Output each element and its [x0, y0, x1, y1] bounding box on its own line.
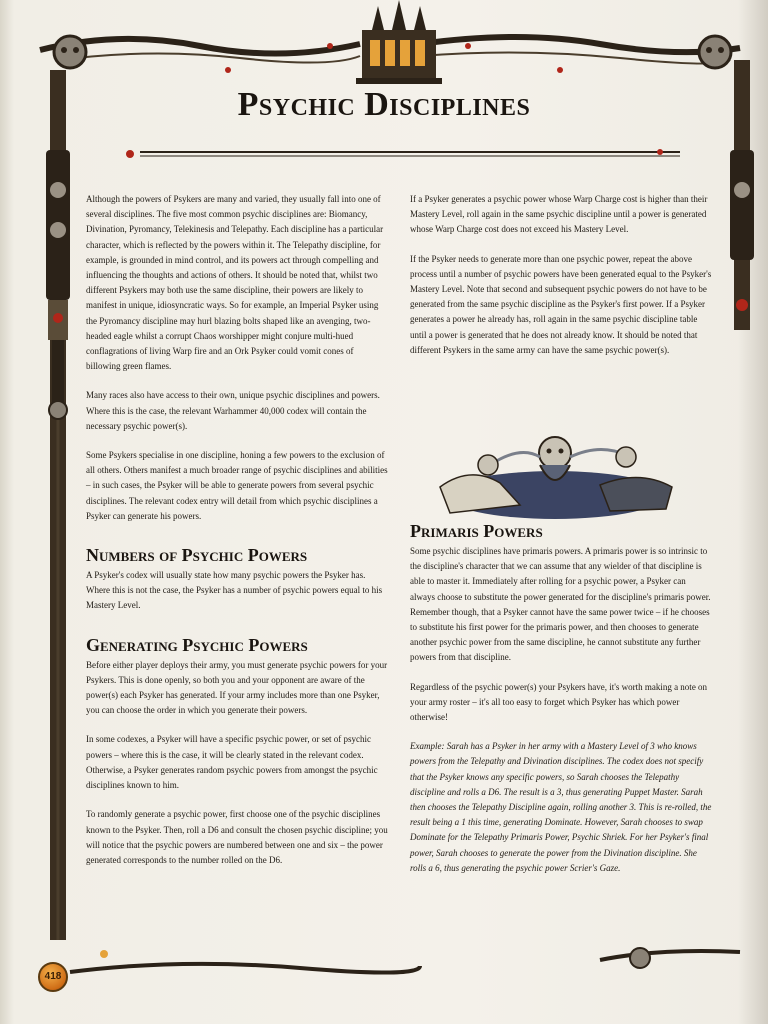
races-paragraph: Many races also have access to their own, unique psychic disciplines and powers. Where this is the case, the relevant Warhammer 40,000 codex will contain the necessary psychic power(s). [86, 390, 380, 431]
specialise-paragraph: Some Psykers specialise in one discipline, honing a few powers to the exclusion of all others. Others manifest a much broader range of psychic disciplines and abilities – in such cases, the Psyker will be able to generate powers from several psychic disciplines. The relevant codex entry will detail from which psychic disciplines a Psyker can generate his powers. [86, 450, 388, 521]
warp-charge-paragraph: If a Psyker generates a psychic power whose Warp Charge cost is higher than their Mastery Level, roll again in the same psychic discipline until a power is generated whose Warp Charge cost does not exceed his Mastery Level. [410, 194, 708, 235]
generating-paragraph: Before either player deploys their army, you must generate psychic powers for your Psykers. This is done openly, so both you and your opponent are aware of the power(s) each Psyker has generated. If your army includes more than one Psyker, you can choose the order in which you generate their powers. [86, 659, 388, 716]
example-paragraph: Example: Sarah has a Psyker in her army with a Mastery Level of 3 who knows powers from the Telepathy and Divination disciplines. The codex does not specify that the Psyker knows any specific powers, so Sarah chooses the Telepathy discipline and rolls a D6. The result is a 3, thus generating Puppet Master. Sarah then chooses the Telepathy Discipline again, rolling another 3. This is re-rolled, the result being a 1 this time, generating Dominate. However, Sarah chooses to swap Dominate for the Telepathy Primaris Power, Psychic Shriek. For her Psyker's final power, Sarah chooses to generate the power from the Divination discipline. She rolls a 6, thus generating the psychic power Scrier's Gaze. [410, 741, 712, 873]
bottom-border-ornament [70, 948, 740, 973]
primaris-paragraph: Some psychic disciplines have primaris powers. A primaris power is so intrinsic to the discipline's character that we can assume that any wielder of that discipline is able to master it. Immediately after rolling for a psychic power, a Psyker can always choose to substitute the power generated for the discipline's primaris power. Remember though, that a Psyker cannot have the same power twice – if he chooses to substitute his first power for the primaris power, and then chooses to generate another psychic power from the same discipline, he cannot substitute any further powers from that discipline. [410, 546, 711, 663]
psyker-illustration [430, 425, 680, 525]
page-title: Psychic Disciplines [237, 86, 531, 123]
section-heading-generating: Generating Psychic Powers [86, 634, 308, 655]
title-underline [126, 149, 680, 158]
codexes-paragraph: In some codexes, a Psyker will have a specific psychic power, or set of psychic powers – where this is the case, it will be clearly stated in the relevant codex. Otherwise, a Psyker generates random psychic powers from amongst the psychic disciplines known to him. [86, 734, 378, 791]
page-number-badge: 418 [38, 962, 68, 992]
multiple-powers-paragraph: If the Psyker needs to generate more than one psychic power, repeat the above process until a number of psychic powers have been generated equal to the Psyker's Mastery Level. Note that second and subsequent psychic powers do not have to be generated from the same psychic discipline as the Psyker's first power. If a Psyker generates a power he already has, roll again in the same psychic discipline table until a power is generated that he does not already know. It should be noted that different Psykers in the same army can have the same psychic power(s). [410, 253, 712, 355]
random-paragraph: To randomly generate a psychic power, first choose one of the psychic disciplines known to the Psyker. Then, roll a D6 and consult the chosen psychic discipline; you will notice that the psychic powers are numbered between one and six – the power generated corresponds to the number rolled on the D6. [86, 809, 388, 865]
right-column [410, 192, 712, 890]
intro-paragraph: Although the powers of Psykers are many and varied, they usually fall into one of several disciplines. The five most common psychic disciplines are: Biomancy, Divination, Pyromancy, Telekinesis and Telepathy. Each discipline has a particular character, which is reflected by the powers within it. The Telepathy discipline, for example, is grounded in mind control, and its powers act through compelling and influencing the thoughts and actions of others. It should be noted that, whilst two different Psykers may both use the same discipline, their powers are likely to manifest in unique, idiosyncratic ways. So for example, an Imperial Psyker using the Pyromancy discipline may hurl blazing bolts shaped like an avenging, two-headed eagle whilst a corrupt Chaos worshipper might conjure multi-hued conflagrations of living Warp fire and an Ork Psyker could vomit cones of billowing green flames. [86, 194, 384, 372]
numbers-paragraph: A Psyker's codex will usually state how many psychic powers the Psyker has. Where this is not the case, the Psyker has a number of psychic powers equal to his Mastery Level. [86, 570, 383, 611]
left-column [86, 192, 388, 882]
section-heading-numbers: Numbers of Psychic Powers [86, 545, 308, 566]
left-pillar [46, 70, 70, 940]
section-heading-primaris: Primaris Powers [410, 521, 543, 542]
roster-paragraph: Regardless of the psychic power(s) your Psykers have, it's worth making a note on your army roster – it's all too easy to forget which Psyker has which power otherwise! [410, 681, 708, 723]
top-border-ornament [40, 0, 740, 84]
